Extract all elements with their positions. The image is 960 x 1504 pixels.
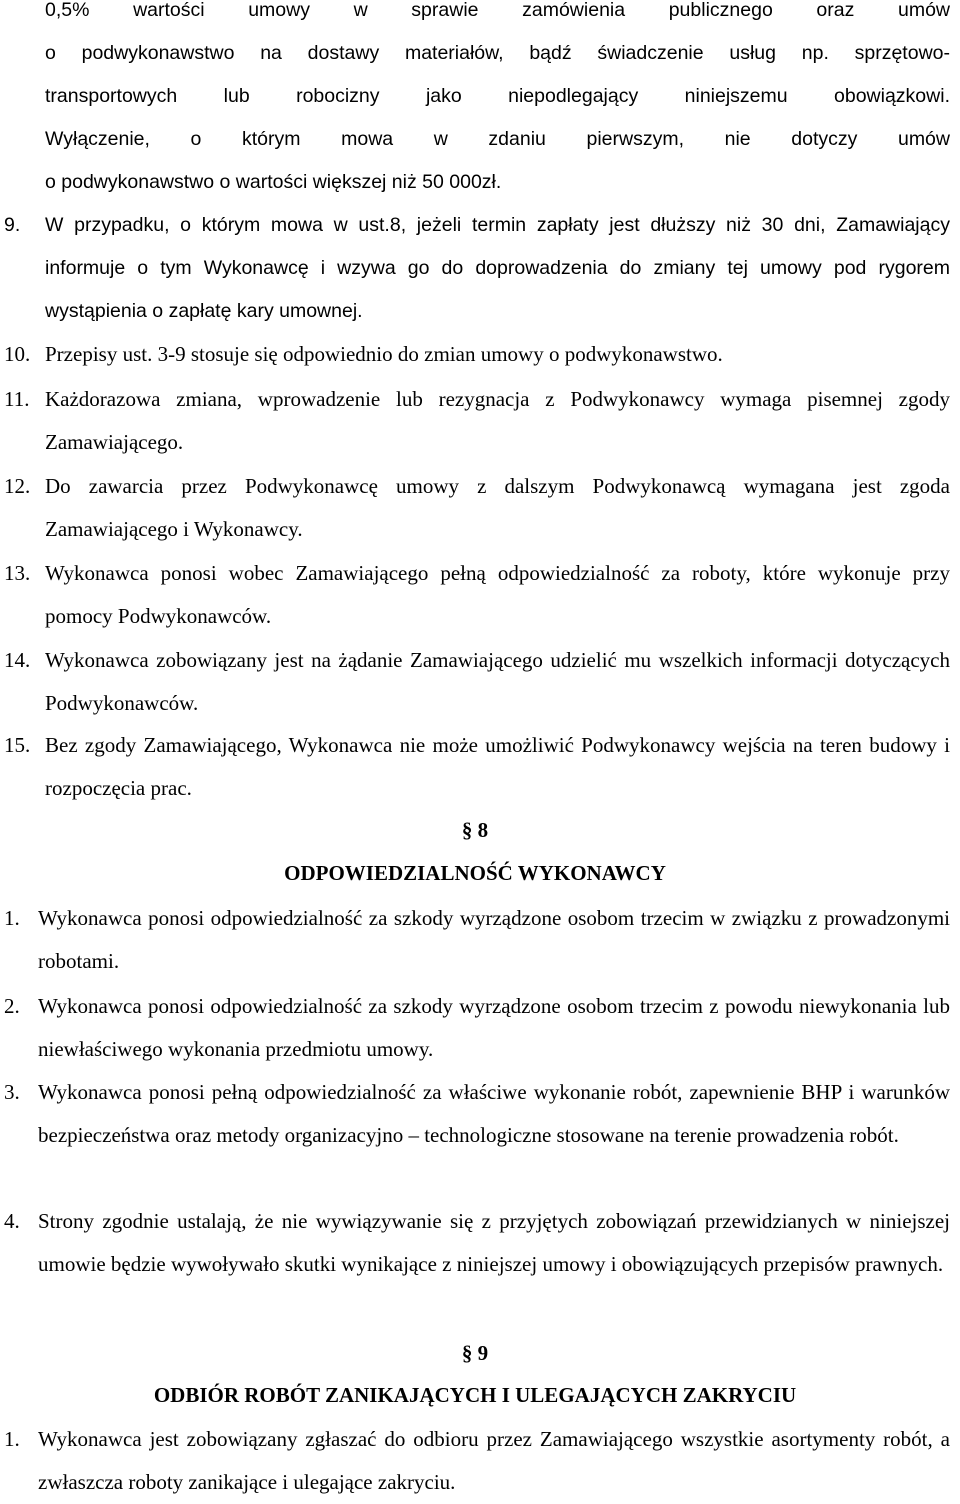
list-item [0,1071,950,1157]
item-number: 12. [4,474,31,498]
item-text: Wykonawca zobowiązany jest na żądanie Zamawiającego udzielić mu wszelkich informacji dotyczących Podwykonawców. [45,648,950,715]
item-text: Wykonawca ponosi pełną odpowiedzialność za właściwe wykonanie robót, zapewnienie BHP i warunków bezpieczeństwa oraz metody organizacyjno – technologiczne stosowane na terenie prowadzenia robót. [38,1080,950,1147]
section-title: ODPOWIEDZIALNOŚĆ WYKONAWCY [284,861,666,885]
list-item [0,552,950,638]
item-number: 2. [4,994,20,1018]
paragraph-sign: § [461,818,473,842]
intro-line: transportowych lub robocizny jako niepodlegający niniejszemu obowiązkowi. [45,85,950,107]
item-text: Bez zgody Zamawiającego, Wykonawca nie może umożliwić Podwykonawcy wejścia na teren budowy i rozpoczęcia prac. [45,733,950,800]
list-item [0,897,950,983]
list-item [0,333,950,376]
item-text: Wykonawca ponosi odpowiedzialność za szkody wyrządzone osobom trzecim w związku z prowadzonymi robotami. [38,906,950,973]
item-number: 15. [4,733,31,757]
item-number: 10. [4,342,31,366]
item-text: Do zawarcia przez Podwykonawcę umowy z dalszym Podwykonawcą wymagana jest zgoda Zamawiającego i Wykonawcy. [45,474,950,541]
paragraph-sign: § [461,1341,473,1365]
item-text: Wykonawca ponosi odpowiedzialność za szkody wyrządzone osobom trzecim z powodu niewykonania lub niewłaściwego wykonania przedmiotu umowy. [38,994,950,1061]
section-number [0,818,950,843]
list-item [0,204,950,333]
item-number: 3. [4,1080,20,1104]
item-text: Przepisy ust. 3-9 stosuje się odpowiednio do zmian umowy o podwykonawstwo. [45,342,723,366]
list-item [0,1418,950,1504]
section-number-value: 9 [477,1341,489,1365]
list-item [0,465,950,551]
item-number: 11. [4,387,30,411]
item-text: Wykonawca jest zobowiązany zgłaszać do odbioru przez Zamawiającego wszystkie asortymenty robót, a zwłaszcza roboty zanikające i ulegające zakryciu. [38,1427,950,1494]
section-number [0,1341,950,1366]
intro-line: 0,5% wartości umowy w sprawie zamówienia publicznego oraz umów [45,0,950,21]
section-title: ODBIÓR ROBÓT ZANIKAJĄCYCH I ULEGAJĄCYCH ZAKRYCIU [153,1383,797,1407]
item-number: 1. [4,1427,20,1451]
list-item [0,378,950,464]
item-number: 9. [4,214,21,236]
list-item [0,1200,950,1286]
item-number: 13. [4,561,31,585]
intro-line: Wyłączenie, o którym mowa w zdaniu pierwszym, nie dotyczy umów [45,128,950,150]
intro-line: o podwykonawstwo na dostawy materiałów, bądź świadczenie usług np. sprzętowo- [45,42,950,64]
item-text: Każdorazowa zmiana, wprowadzenie lub rezygnacja z Podwykonawcy wymaga pisemnej zgody Zamawiającego. [45,387,950,454]
list-item [0,639,950,725]
item-number: 1. [4,906,20,930]
item-number: 4. [4,1209,20,1233]
intro-line: o podwykonawstwo o wartości większej niż 50 000zł. [45,171,502,193]
item-number: 14. [4,648,31,672]
intro-paragraph [0,161,950,204]
list-item [0,724,950,810]
list-item [0,985,950,1071]
item-text: Wykonawca ponosi wobec Zamawiającego pełną odpowiedzialność za roboty, które wykonuje przy pomocy Podwykonawców. [45,561,950,628]
item-text: Strony zgodnie ustalają, że nie wywiązywanie się z przyjętych zobowiązań przewidzianych w niniejszej umowie będzie wywoływało skutki wynikające z niniejszej umowy i obowiązujących przepisów prawnych. [38,1209,950,1276]
section-number-value: 8 [477,818,489,842]
item-text: W przypadku, o którym mowa w ust.8, jeżeli termin zapłaty jest dłuższy niż 30 dni, Zamawiający informuje o tym Wykonawcę i wzywa go do doprowadzenia do zmiany tej umowy pod rygorem wystąpienia o zapłatę kary umownej. [45,214,950,322]
